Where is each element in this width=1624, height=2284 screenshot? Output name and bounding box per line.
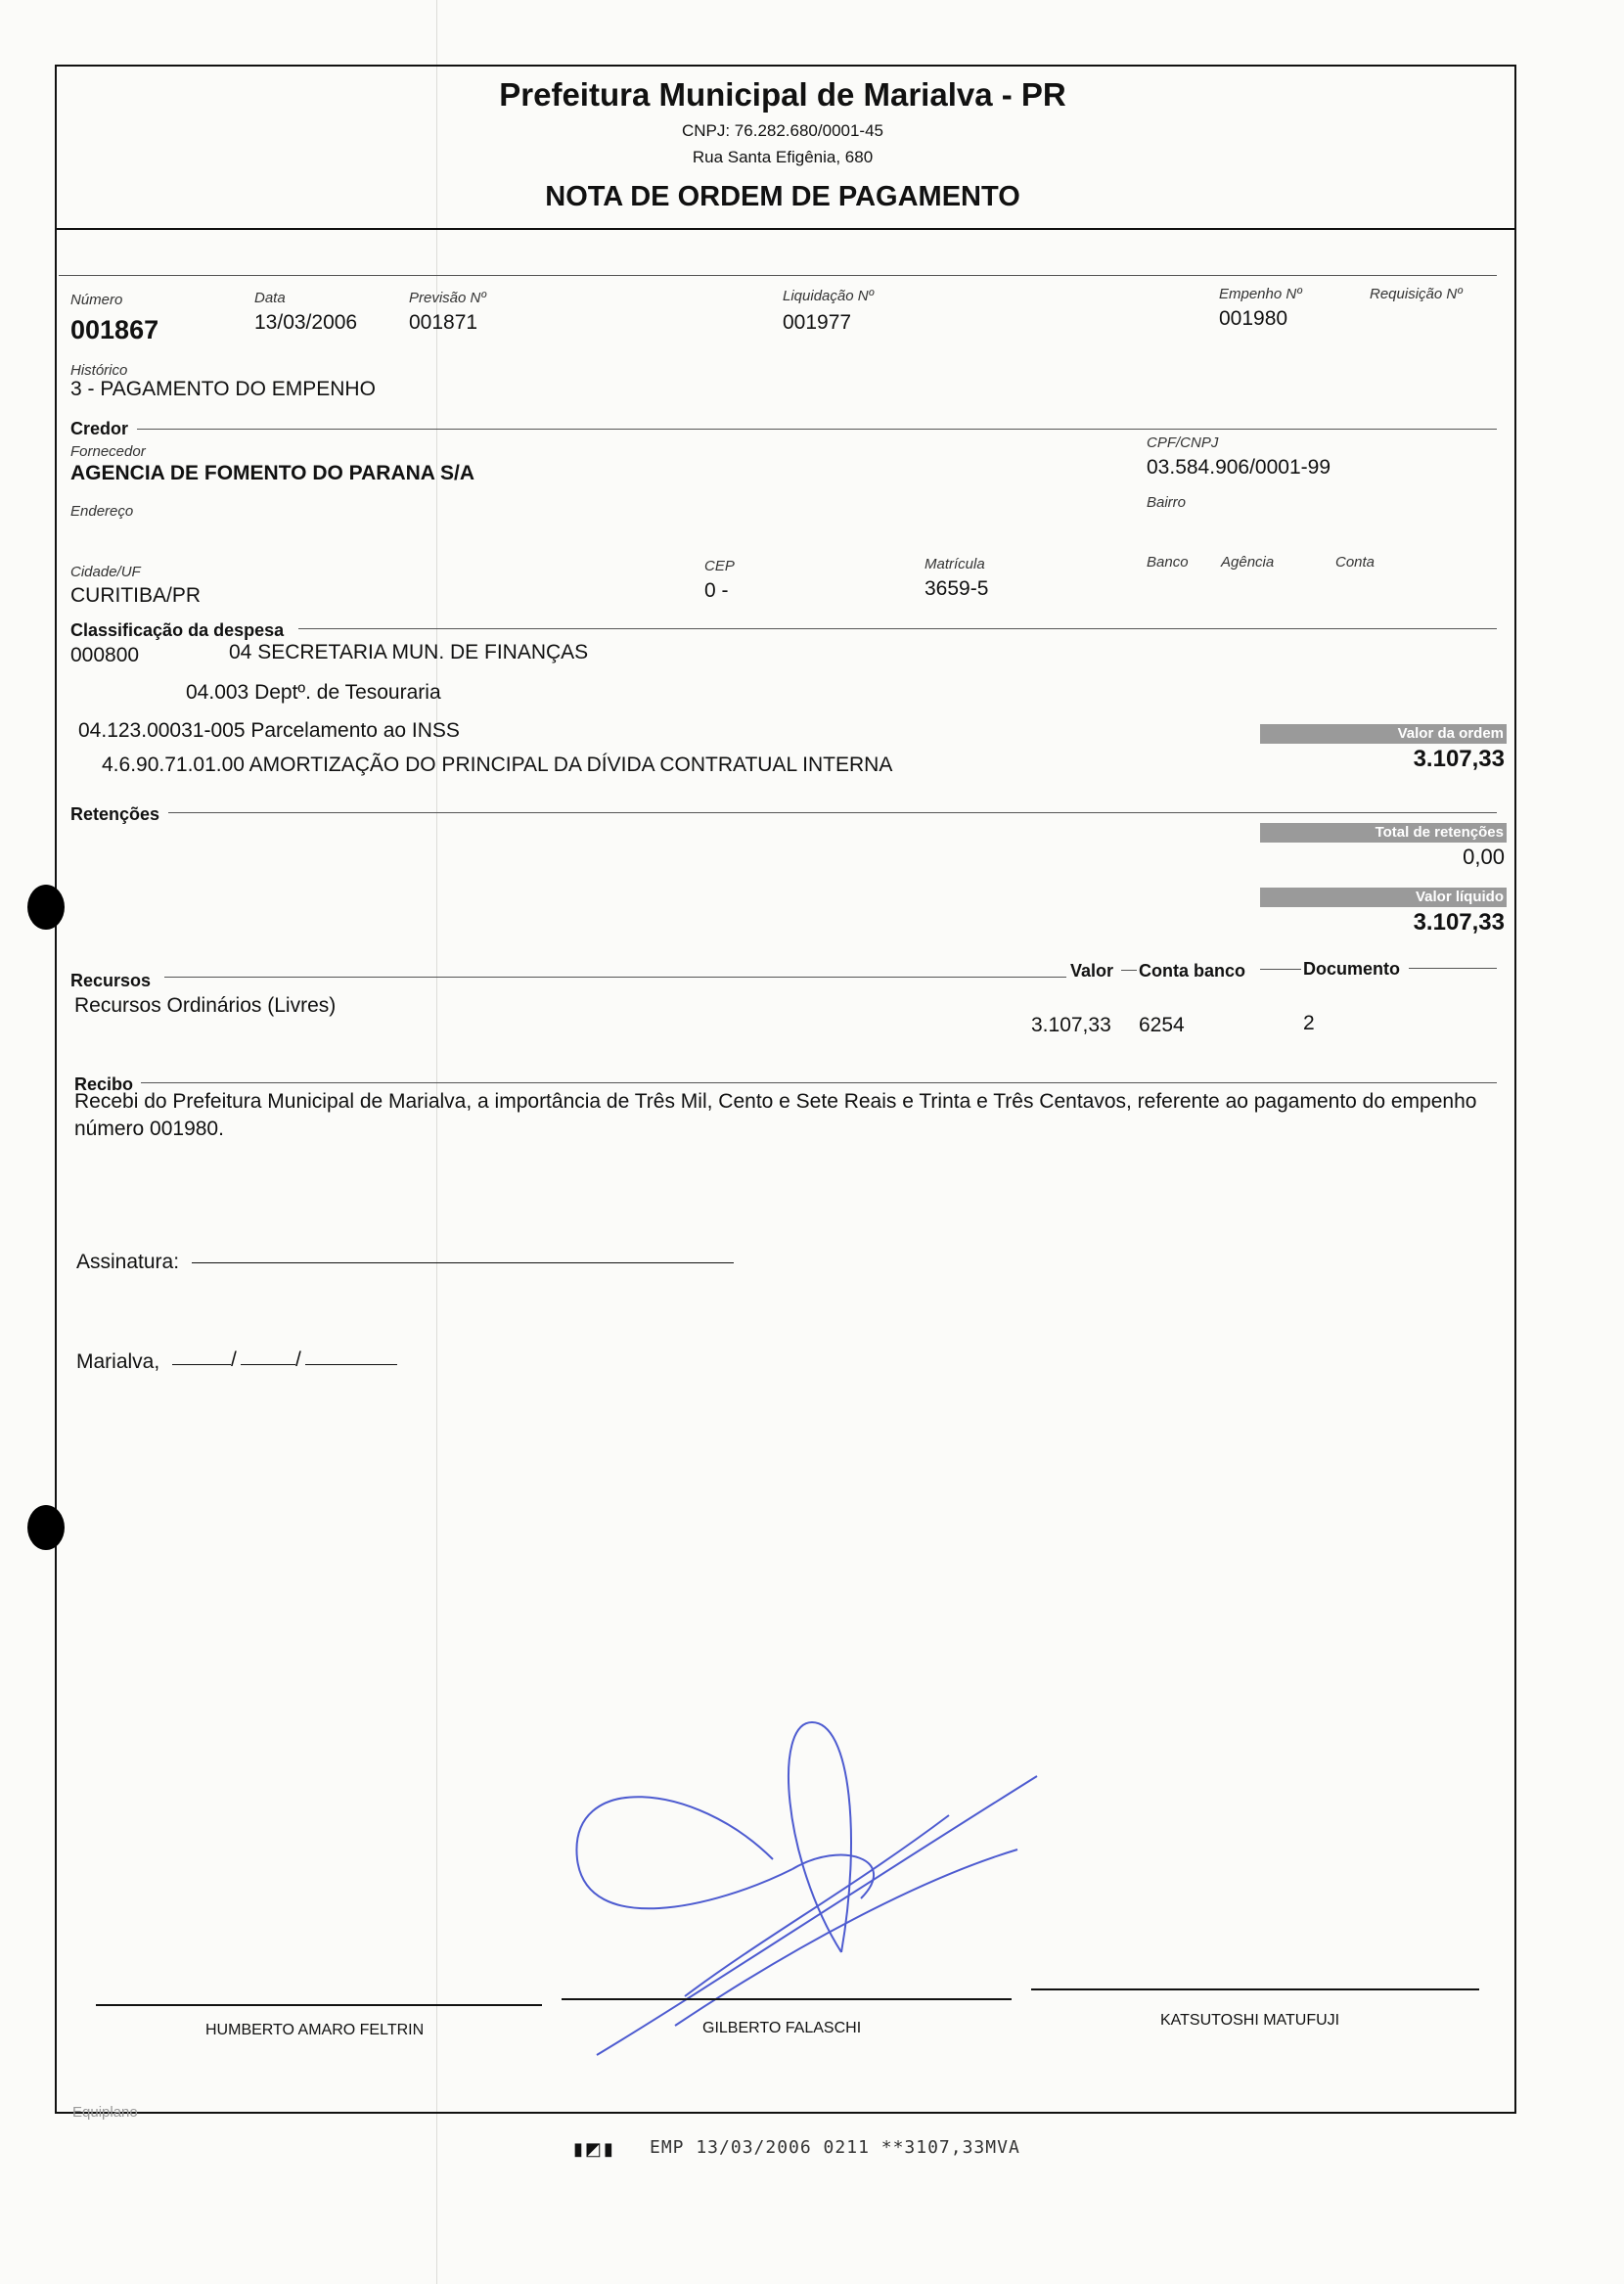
fornecedor-value: AGENCIA DE FOMENTO DO PARANA S/A — [70, 462, 475, 484]
matricula-label: Matrícula — [925, 556, 985, 572]
signature-line-3 — [1031, 1988, 1479, 1990]
classificacao-rule — [298, 628, 1497, 629]
cpf-value: 03.584.906/0001-99 — [1147, 456, 1331, 479]
recibo-text: Recebi do Prefeitura Municipal de Marialva, a importância de Três Mil, Cento e Sete Reais e Trinta e Três Centavos, referente ao pagamento do empenho número 001980. — [74, 1090, 1477, 1140]
recursos-descricao: Recursos Ordinários (Livres) — [74, 994, 337, 1017]
valor-liquido-label: Valor líquido — [1260, 888, 1507, 907]
previsao-value: 001871 — [409, 311, 478, 334]
municipality-title: Prefeitura Municipal de Marialva - PR — [499, 76, 1066, 113]
cidade-label: Cidade/UF — [70, 564, 141, 580]
liquidacao-label: Liquidação Nº — [783, 288, 875, 304]
assinatura-line[interactable] — [192, 1262, 734, 1263]
bairro-label: Bairro — [1147, 494, 1187, 511]
credor-section: Credor — [70, 419, 129, 438]
handwritten-signature — [548, 1703, 1057, 2075]
local-label: Marialva, — [76, 1350, 160, 1373]
requisicao-label: Requisição Nº — [1370, 286, 1463, 302]
cep-label: CEP — [704, 558, 735, 574]
recursos-valor-label: Valor — [1070, 961, 1114, 981]
recursos-section: Recursos — [70, 971, 152, 990]
cnpj: CNPJ: 76.282.680/0001-45 — [681, 121, 884, 140]
empenho-label: Empenho Nº — [1219, 286, 1302, 302]
punch-hole — [27, 1505, 65, 1550]
valor-liquido-value: 3.107,33 — [1413, 909, 1505, 936]
software-name: Equiplano — [72, 2104, 138, 2121]
total-retencoes-label: Total de retenções — [1260, 823, 1507, 843]
recibo-section: Recibo — [74, 1074, 134, 1094]
signature-line-2 — [562, 1998, 1012, 2000]
retencoes-rule — [168, 812, 1497, 813]
previsao-label: Previsão Nº — [409, 290, 486, 306]
recursos-valor: 3.107,33 — [1031, 1014, 1111, 1036]
credor-rule — [137, 429, 1497, 430]
date-separator-1: / — [231, 1348, 237, 1371]
total-retencoes-value: 0,00 — [1463, 845, 1505, 869]
empenho-value: 001980 — [1219, 307, 1288, 330]
classificacao-code: 000800 — [70, 644, 140, 666]
punch-hole — [27, 885, 65, 930]
recursos-conta: 6254 — [1139, 1014, 1185, 1036]
stamp-mark-icon: ▮◩▮ — [573, 2139, 615, 2159]
numero-label: Número — [70, 292, 123, 308]
signatory-2: GILBERTO FALASCHI — [702, 2020, 862, 2036]
recursos-rule — [164, 977, 1066, 978]
recursos-rule-3 — [1260, 969, 1301, 970]
address: Rua Santa Efigênia, 680 — [692, 148, 874, 166]
date-year-line[interactable] — [305, 1364, 397, 1365]
endereco-label: Endereço — [70, 503, 134, 520]
date-day-line[interactable] — [172, 1364, 231, 1365]
recursos-conta-label: Conta banco — [1139, 961, 1246, 981]
classificacao-section: Classificação da despesa — [70, 620, 285, 640]
liquidacao-value: 001977 — [783, 311, 852, 334]
valor-ordem-value: 3.107,33 — [1413, 746, 1505, 772]
fornecedor-label: Fornecedor — [70, 443, 146, 460]
recursos-documento-label: Documento — [1303, 959, 1400, 979]
cidade-value: CURITIBA/PR — [70, 584, 202, 607]
orgao: 04 SECRETARIA MUN. DE FINANÇAS — [229, 641, 589, 663]
ocr-stamp: EMP 13/03/2006 0211 **3107,33MVA — [650, 2137, 1020, 2158]
retencoes-section: Retenções — [70, 804, 160, 824]
matricula-value: 3659-5 — [925, 577, 989, 600]
numero-value: 001867 — [70, 315, 159, 344]
data-label: Data — [254, 290, 286, 306]
document-title: NOTA DE ORDEM DE PAGAMENTO — [545, 181, 1020, 212]
date-month-line[interactable] — [241, 1364, 295, 1365]
signatory-3: KATSUTOSHI MATUFUJI — [1160, 2012, 1340, 2029]
elemento: 4.6.90.71.01.00 AMORTIZAÇÃO DO PRINCIPAL DA DÍVIDA CONTRATUAL INTERNA — [102, 754, 893, 776]
data-value: 13/03/2006 — [254, 311, 358, 334]
assinatura-label: Assinatura: — [76, 1251, 180, 1273]
banco-label: Banco — [1147, 554, 1189, 571]
cep-value: 0 - — [704, 579, 729, 602]
recibo-rule — [141, 1082, 1497, 1083]
date-separator-2: / — [295, 1348, 301, 1371]
header-divider — [55, 228, 1514, 230]
signatory-1: HUMBERTO AMARO FELTRIN — [205, 2022, 425, 2038]
recursos-rule-4 — [1409, 968, 1497, 969]
unidade: 04.003 Deptº. de Tesouraria — [186, 681, 441, 704]
recursos-rule-2 — [1121, 970, 1137, 971]
historico-label: Histórico — [70, 362, 128, 379]
programa: 04.123.00031-005 Parcelamento ao INSS — [78, 719, 460, 742]
agencia-label: Agência — [1221, 554, 1275, 571]
valor-ordem-label: Valor da ordem — [1260, 724, 1507, 744]
signature-line-1 — [96, 2004, 542, 2006]
cpf-label: CPF/CNPJ — [1147, 434, 1219, 451]
recursos-documento: 2 — [1303, 1012, 1315, 1034]
historico-value: 3 - PAGAMENTO DO EMPENHO — [70, 378, 376, 400]
conta-label: Conta — [1335, 554, 1376, 571]
ids-rule — [59, 275, 1497, 276]
